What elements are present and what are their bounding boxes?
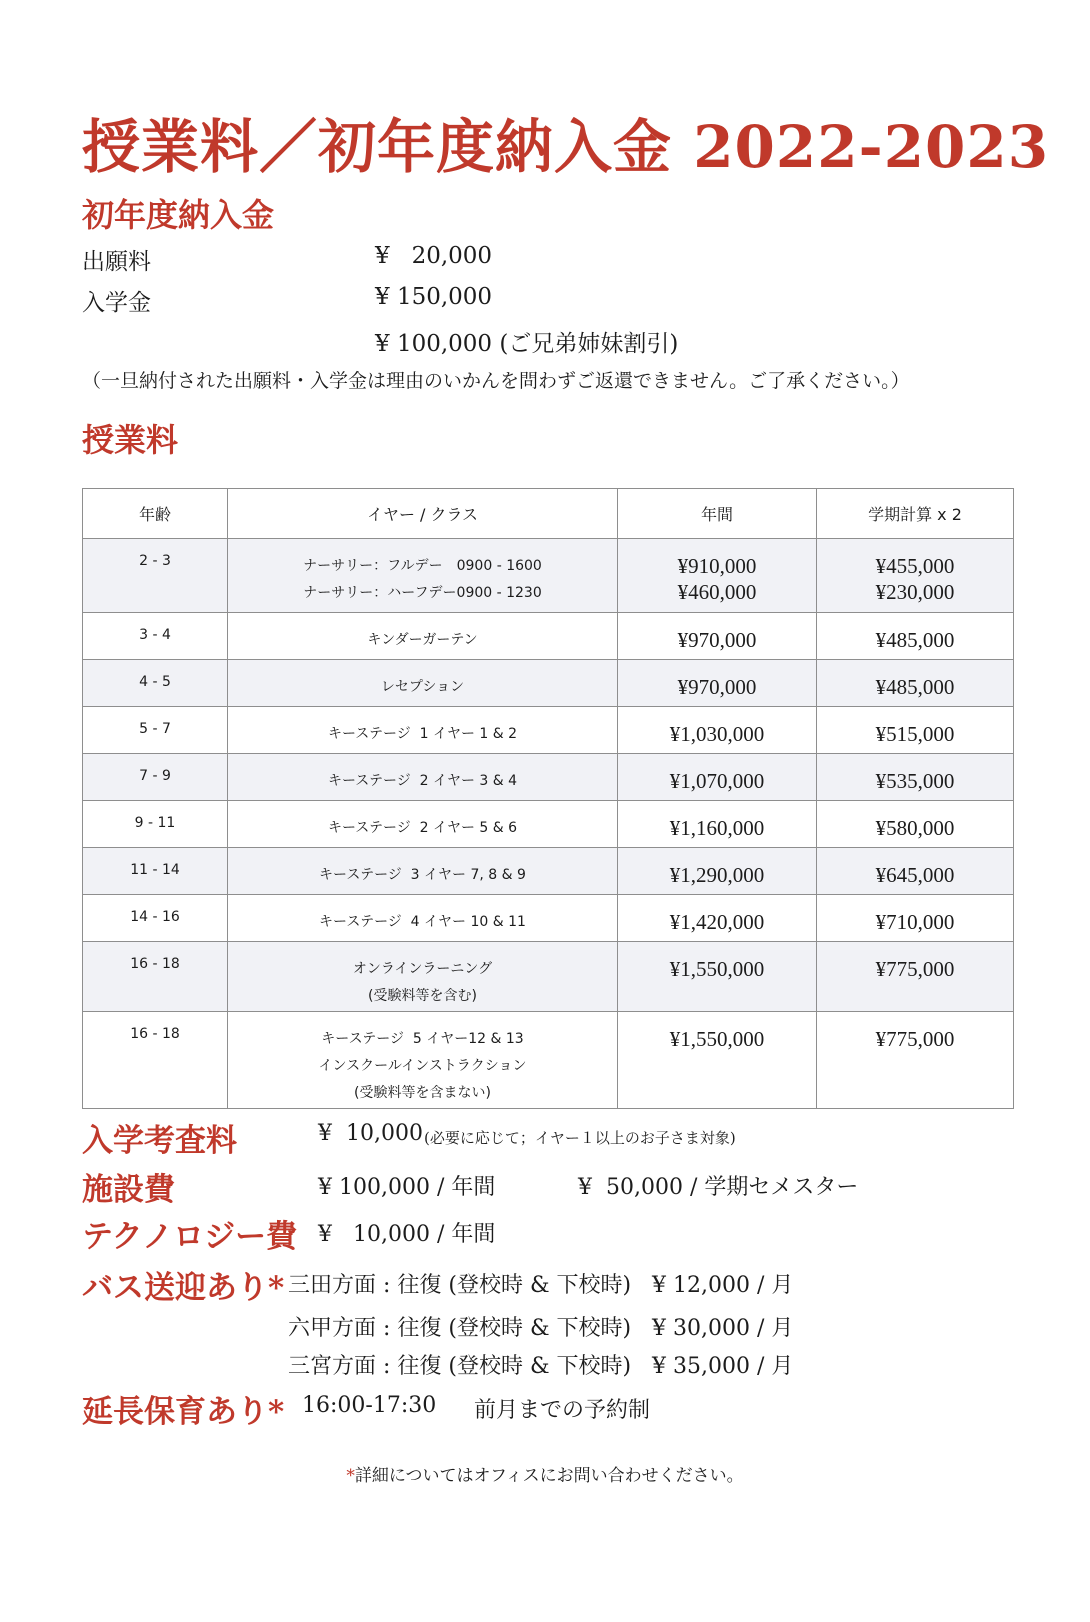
term-cell [817, 539, 1014, 613]
term-value: ¥455,000 [875, 554, 955, 578]
age-cell: 14 - 16 [83, 895, 228, 942]
bus-label [82, 1262, 284, 1307]
extended-care-label [82, 1386, 284, 1431]
bus-asterisk: * [268, 1270, 285, 1306]
enrollment-fee-label: 入学金 [82, 290, 151, 316]
class-line: キーステージ 2 イヤー 3 & 4 [327, 773, 518, 789]
age-cell: 3 - 4 [83, 613, 228, 660]
term-value: ¥230,000 [875, 580, 955, 604]
header-term: 学期計算 x 2 [817, 489, 1014, 539]
class-line: キーステージ 4 イヤー 10 & 11 [319, 914, 526, 930]
table-row [83, 895, 1014, 942]
class-line: (受験料等を含む) [368, 988, 477, 1004]
header-age: 年齢 [83, 489, 228, 539]
bus-route-sanda: 三田方面 : 往復 (登校時 & 下校時) [288, 1273, 632, 1298]
age-cell: 11 - 14 [83, 848, 228, 895]
class-line: レセプション [380, 679, 465, 695]
exam-fee-note: (必要に応じて；イヤー１以上のお子さま対象) [424, 1129, 736, 1147]
annual-cell: ¥1,550,000 [618, 942, 817, 1012]
class-cell [228, 660, 618, 707]
bus-route-rokko: 六甲方面 : 往復 (登校時 & 下校時) [288, 1316, 632, 1341]
extended-care-time: 16:00-17:30 [302, 1393, 437, 1418]
bus-label-text: バス送迎あり [82, 1270, 268, 1306]
term-cell: ¥645,000 [817, 848, 1014, 895]
table-row [83, 942, 1014, 1012]
class-line: (受験料等を含まない) [354, 1085, 491, 1101]
header-class: イヤー / クラス [228, 489, 618, 539]
bus-price-sanda: ¥ 12,000 / 月 [652, 1273, 794, 1298]
class-cell [228, 895, 618, 942]
refund-note: （一旦納付された出願料・入学金は理由のいかんを問わずご返還できません。ご了承ください。） [82, 370, 910, 392]
application-fee-label: 出願料 [82, 249, 151, 275]
term-cell: ¥775,000 [817, 1012, 1014, 1109]
class-cell [228, 1012, 618, 1109]
page-title: 授業料／初年度納入金 2022-2023 [82, 113, 1050, 181]
class-cell [228, 754, 618, 801]
technology-fee-amount: ¥ 10,000 / 年間 [318, 1222, 496, 1247]
footnote [0, 1461, 1090, 1486]
annual-cell: ¥1,290,000 [618, 848, 817, 895]
extended-care-label-text: 延長保育あり [82, 1394, 268, 1430]
term-cell: ¥535,000 [817, 754, 1014, 801]
bus-price-sannomiya: ¥ 35,000 / 月 [652, 1354, 794, 1379]
technology-fee-label: テクノロジー費 [82, 1219, 298, 1255]
table-row [83, 660, 1014, 707]
table-row [83, 1012, 1014, 1109]
age-cell: 4 - 5 [83, 660, 228, 707]
age-cell: 7 - 9 [83, 754, 228, 801]
class-line: キーステージ 1 イヤー 1 & 2 [327, 726, 518, 742]
application-fee-amount: ¥ 20,000 [375, 243, 493, 269]
term-cell: ¥515,000 [817, 707, 1014, 754]
annual-cell: ¥1,550,000 [618, 1012, 817, 1109]
extended-care-note: 前月までの予約制 [474, 1398, 651, 1423]
class-cell [228, 848, 618, 895]
bus-price-rokko: ¥ 30,000 / 月 [652, 1316, 794, 1341]
exam-fee-label: 入学考査料 [82, 1123, 237, 1159]
class-line: キーステージ 3 イヤー 7, 8 & 9 [319, 867, 526, 883]
annual-value: ¥460,000 [677, 580, 757, 604]
annual-cell: ¥1,070,000 [618, 754, 817, 801]
tuition-heading: 授業料 [82, 421, 179, 459]
enrollment-fee-amount: ¥ 150,000 [375, 284, 493, 310]
class-cell [228, 539, 618, 613]
class-cell [228, 801, 618, 848]
facility-fee-label: 施設費 [82, 1172, 175, 1208]
annual-cell: ¥970,000 [618, 613, 817, 660]
table-row [83, 754, 1014, 801]
annual-cell: ¥1,420,000 [618, 895, 817, 942]
term-cell: ¥485,000 [817, 660, 1014, 707]
initial-heading: 初年度納入金 [82, 196, 275, 234]
term-cell: ¥710,000 [817, 895, 1014, 942]
age-cell: 16 - 18 [83, 1012, 228, 1109]
annual-cell: ¥1,160,000 [618, 801, 817, 848]
facility-fee-semester: ¥ 50,000 / 学期セメスター [578, 1175, 859, 1200]
class-cell [228, 942, 618, 1012]
annual-value: ¥910,000 [677, 554, 757, 578]
annual-cell: ¥970,000 [618, 660, 817, 707]
footnote-asterisk: * [346, 1466, 355, 1486]
term-cell: ¥775,000 [817, 942, 1014, 1012]
age-cell: 2 - 3 [83, 539, 228, 613]
table-row [83, 707, 1014, 754]
class-line: オンラインラーニング [352, 961, 493, 977]
table-row [83, 539, 1014, 613]
class-line: キーステージ 5 イヤー12 & 13 [321, 1031, 524, 1047]
age-cell: 5 - 7 [83, 707, 228, 754]
annual-cell: ¥1,030,000 [618, 707, 817, 754]
footnote-text: 詳細についてはオフィスにお問い合わせください。 [354, 1466, 744, 1486]
bus-route-sannomiya: 三宮方面 : 往復 (登校時 & 下校時) [288, 1354, 632, 1379]
tuition-table [82, 488, 1014, 1109]
term-cell: ¥580,000 [817, 801, 1014, 848]
table-row [83, 848, 1014, 895]
class-line: キンダーガーテン [367, 632, 478, 648]
table-row [83, 801, 1014, 848]
table-header-row [83, 489, 1014, 539]
age-cell: 9 - 11 [83, 801, 228, 848]
class-cell [228, 707, 618, 754]
class-line: ナーサリー：ハーフデー0900 - 1230 [303, 585, 542, 601]
header-annual: 年間 [618, 489, 817, 539]
exam-fee-amount: ¥ 10,000 [318, 1121, 423, 1146]
extended-care-asterisk: * [268, 1394, 285, 1430]
class-line: キーステージ 2 イヤー 5 & 6 [327, 820, 518, 836]
class-cell [228, 613, 618, 660]
age-cell: 16 - 18 [83, 942, 228, 1012]
class-line: ナーサリー：フルデー 0900 - 1600 [303, 558, 542, 574]
table-row [83, 613, 1014, 660]
facility-fee-annual: ¥ 100,000 / 年間 [318, 1175, 496, 1200]
sibling-discount-amount: ¥ 100,000 (ご兄弟姉妹割引) [375, 331, 679, 357]
term-cell: ¥485,000 [817, 613, 1014, 660]
annual-cell [618, 539, 817, 613]
class-line: インスクールインストラクション [318, 1058, 527, 1074]
